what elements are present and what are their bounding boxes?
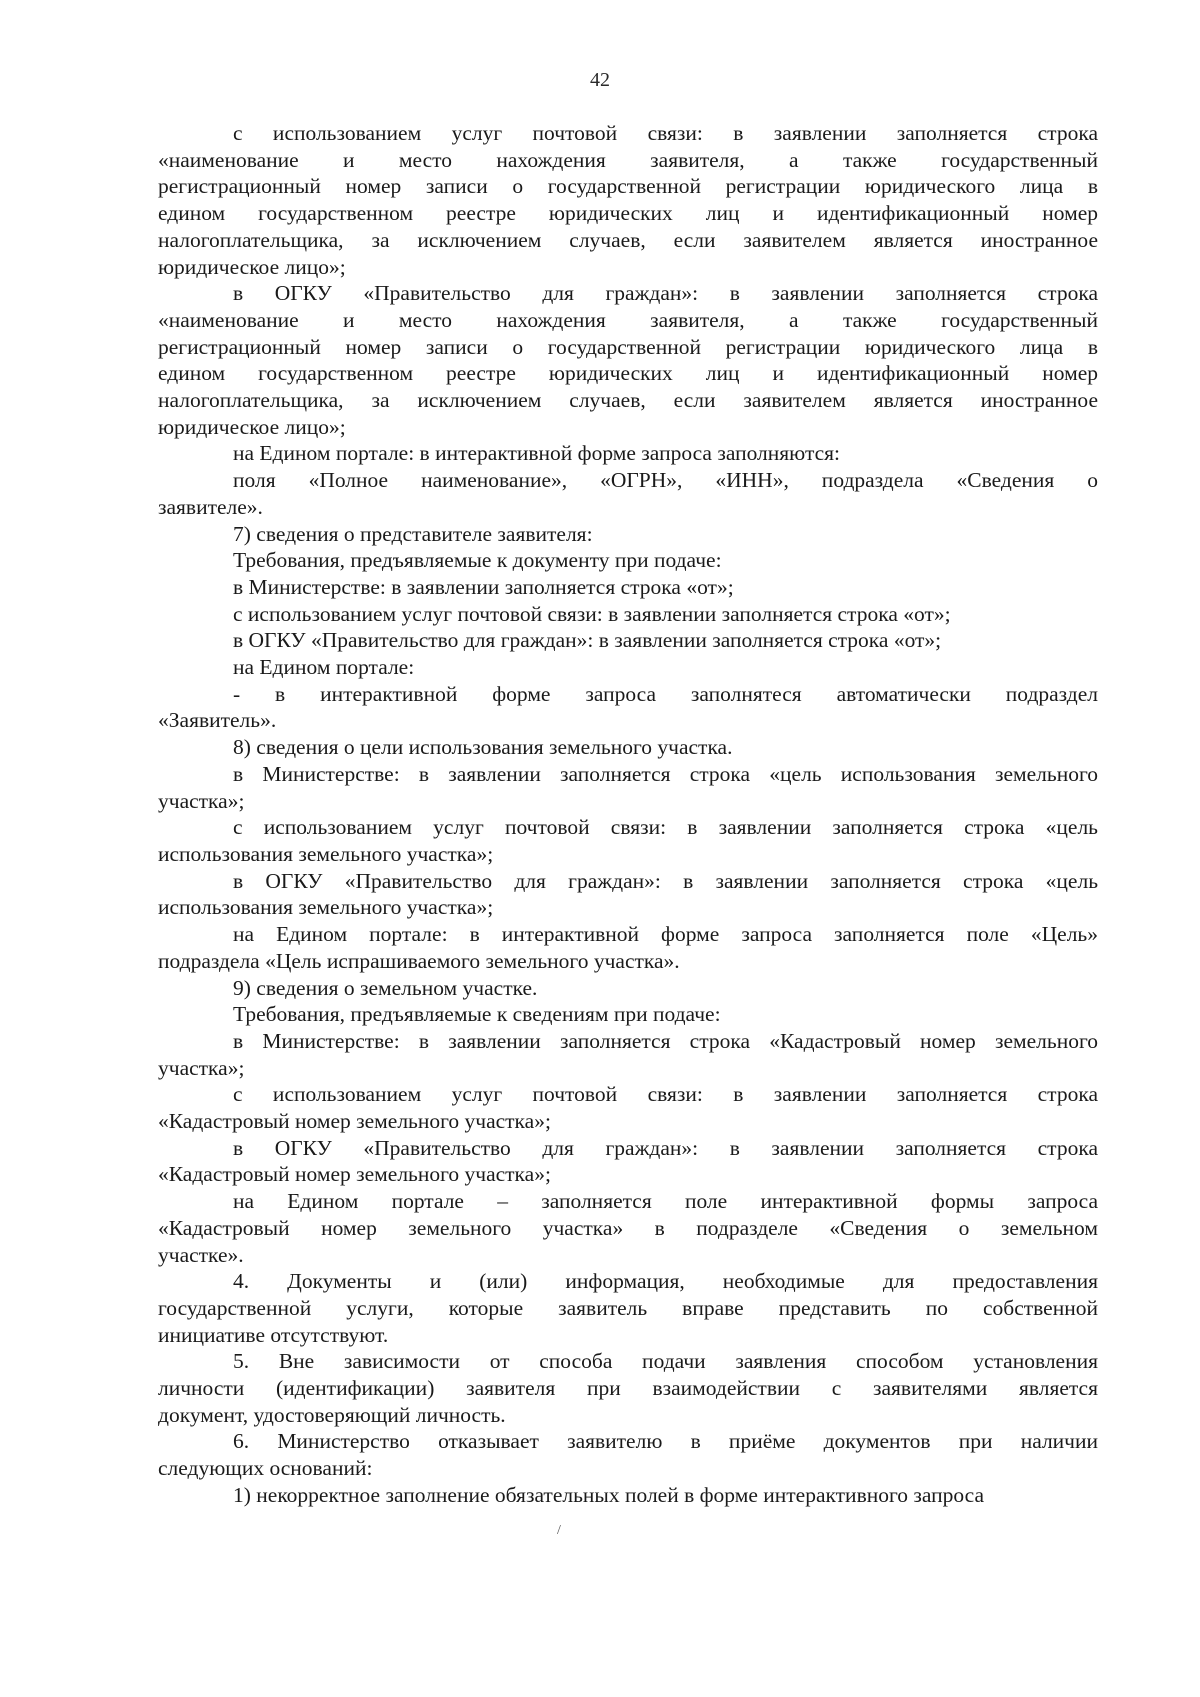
paragraph-line: в Министерстве: в заявлении заполняется строка «Кадастровый номер земельного [233, 1028, 1098, 1053]
paragraph [158, 1428, 1098, 1481]
paragraph-line: на Едином портале – заполняется поле интерактивной формы запроса [233, 1189, 1098, 1214]
paragraph-line: 8) сведения о цели использования земельного участка. [233, 735, 733, 760]
paragraph [158, 975, 1098, 1002]
paragraph-line: на Едином портале: в интерактивной форме запроса заполняется поле «Цель» [233, 922, 1098, 947]
paragraph [158, 1081, 1098, 1134]
paragraph-line: с использованием услуг почтовой связи: в заявлении заполняется строка [233, 121, 1098, 145]
paragraph-line: 4. Документы и (или) информация, необходимые для предоставления [233, 1269, 1098, 1294]
page-number: 42 [590, 69, 610, 91]
paragraph-line: следующих оснований: [158, 1456, 373, 1481]
paragraph-line: 5. Вне зависимости от способа подачи заявления способом установления [233, 1349, 1098, 1374]
paragraph [158, 574, 1098, 601]
paragraph [158, 601, 1098, 628]
paragraph-line: в ОГКУ «Правительство для граждан»: в заявлении заполняется строка «от»; [233, 628, 942, 653]
paragraph-line: на Едином портале: в интерактивной форме запроса заполняются: [233, 441, 841, 466]
paragraph [158, 280, 1098, 440]
paragraph-line: налогоплательщика, за исключением случаев, если заявителем является иностранное [158, 227, 1098, 252]
paragraph-line: 9) сведения о земельном участке. [233, 975, 538, 1000]
paragraph-line: в Министерстве: в заявлении заполняется строка «от»; [233, 574, 734, 599]
paragraph-line: государственной услуги, которые заявитель вправе представить по собственной [158, 1295, 1098, 1320]
paragraph-line: в ОГКУ «Правительство для граждан»: в заявлении заполняется строка [233, 281, 1098, 306]
paragraph [158, 761, 1098, 814]
paragraph-line: регистрационный номер записи о государственной регистрации юридического лица в [158, 174, 1098, 199]
paragraph-line: документ, удостоверяющий личность. [158, 1402, 506, 1427]
paragraph-line: в ОГКУ «Правительство для граждан»: в заявлении заполняется строка [233, 1135, 1098, 1160]
paragraph [158, 627, 1098, 654]
scan-mark: / [557, 1523, 561, 1538]
paragraph-line: личности (идентификации) заявителя при взаимодействии с заявителями является [158, 1376, 1098, 1401]
paragraph-line: 1) некорректное заполнение обязательных полей в форме интерактивного запроса [233, 1482, 985, 1507]
paragraph [158, 1348, 1098, 1428]
paragraph-line: «Кадастровый номер земельного участка» в подразделе «Сведения о земельном [158, 1215, 1098, 1240]
paragraph-line: использования земельного участка»; [158, 895, 494, 920]
paragraph-line: на Едином портале: [233, 655, 415, 680]
paragraph [158, 120, 1098, 280]
paragraph-line: едином государственном реестре юридических лиц и идентификационный номер [158, 201, 1098, 226]
paragraph-line: Требования, предъявляемые к сведениям при подаче: [233, 1002, 721, 1027]
paragraph-line: с использованием услуг почтовой связи: в заявлении заполняется строка «цель [233, 815, 1098, 840]
paragraph-line: участке». [158, 1242, 244, 1267]
paragraph [158, 654, 1098, 681]
paragraph-line: 7) сведения о представителе заявителя: [233, 521, 593, 546]
paragraph-line: налогоплательщика, за исключением случаев, если заявителем является иностранное [158, 388, 1098, 413]
paragraph-line: «Кадастровый номер земельного участка»; [158, 1109, 551, 1134]
paragraph-line: - в интерактивной форме запроса заполнятеся автоматически подраздел [233, 681, 1098, 706]
document-body [158, 120, 1098, 1509]
paragraph [158, 814, 1098, 867]
paragraph [158, 1028, 1098, 1081]
paragraph [158, 1001, 1098, 1028]
paragraph-line: Требования, предъявляемые к документу при подаче: [233, 548, 722, 573]
paragraph [158, 1482, 1098, 1509]
paragraph-line: регистрационный номер записи о государственной регистрации юридического лица в [158, 334, 1098, 359]
paragraph-line: инициативе отсутствуют. [158, 1322, 389, 1347]
paragraph-line: в Министерстве: в заявлении заполняется строка «цель использования земельного [233, 761, 1098, 786]
paragraph [158, 734, 1098, 761]
paragraph [158, 868, 1098, 921]
paragraph-line: использования земельного участка»; [158, 841, 494, 866]
paragraph [158, 1188, 1098, 1268]
paragraph-line: участка»; [158, 788, 245, 813]
paragraph-line: едином государственном реестре юридических лиц и идентификационный номер [158, 361, 1098, 386]
paragraph-line: юридическое лицо»; [158, 254, 346, 279]
paragraph [158, 681, 1098, 734]
paragraph-line: 6. Министерство отказывает заявителю в приёме документов при наличии [233, 1429, 1098, 1454]
paragraph [158, 521, 1098, 548]
paragraph [158, 921, 1098, 974]
paragraph-line: в ОГКУ «Правительство для граждан»: в заявлении заполняется строка «цель [233, 868, 1098, 893]
paragraph [158, 1135, 1098, 1188]
paragraph-line: «Заявитель». [158, 708, 277, 733]
paragraph-line: «наименование и место нахождения заявителя, а также государственный [158, 147, 1098, 172]
paragraph [158, 1268, 1098, 1348]
paragraph-line: «наименование и место нахождения заявителя, а также государственный [158, 307, 1098, 332]
paragraph [158, 440, 1098, 467]
paragraph-line: участка»; [158, 1055, 245, 1080]
paragraph-line: с использованием услуг почтовой связи: в заявлении заполняется строка «от»; [233, 601, 951, 626]
paragraph-line: поля «Полное наименование», «ОГРН», «ИНН», подраздела «Сведения о [233, 468, 1098, 493]
paragraph [158, 467, 1098, 520]
paragraph [158, 547, 1098, 574]
paragraph-line: юридическое лицо»; [158, 414, 346, 439]
paragraph-line: подраздела «Цель испрашиваемого земельного участка». [158, 948, 680, 973]
paragraph-line: с использованием услуг почтовой связи: в заявлении заполняется строка [233, 1082, 1098, 1107]
paragraph-line: «Кадастровый номер земельного участка»; [158, 1162, 551, 1187]
paragraph-line: заявителе». [158, 494, 263, 519]
